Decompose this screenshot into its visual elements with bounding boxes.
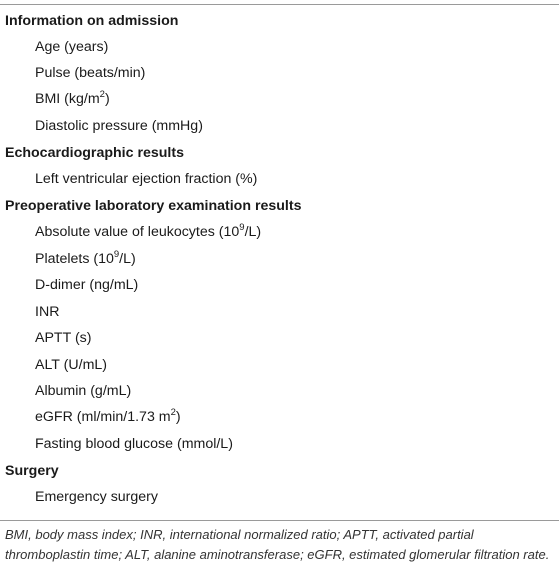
variable-row: Diastolic pressure (mmHg) xyxy=(35,118,203,134)
variable-row: BMI $(kg/m^2)$ xyxy=(35,89,110,107)
variable-row: Absolute value of leukocytes $(10^9/L)$ xyxy=(35,222,262,240)
variable-row: eGFR (ml/min/1.73 $m^2$) xyxy=(35,407,181,425)
section-heading: Surgery xyxy=(5,463,59,479)
variable-row: Pulse (beats/min) xyxy=(35,65,146,81)
table-top-rule xyxy=(0,4,559,5)
variable-row: Age (years) xyxy=(35,39,109,55)
variable-row: Left ventricular ejection fraction (%) xyxy=(35,171,258,187)
variable-row: Platelets $(10^9/L)$ xyxy=(35,249,136,267)
variable-row: APTT (s) xyxy=(35,330,92,346)
variable-row: Albumin (g/mL) xyxy=(35,383,132,399)
variable-row: D-dimer (ng/mL) xyxy=(35,277,139,293)
table-bottom-rule xyxy=(0,520,559,521)
section-heading: Preoperative laboratory examination results xyxy=(5,198,302,214)
variable-row: INR xyxy=(35,304,60,320)
table-footnote: BMI, body mass index; INR, international normalized ratio; APTT, activated partial thromboplastin time; ALT, alanine aminotransferase; eGFR, estimated glomerular filtration rate. xyxy=(5,527,550,562)
section-heading: Information on admission xyxy=(5,13,179,29)
variable-row: ALT (U/mL) xyxy=(35,357,107,373)
variable-row: Fasting blood glucose (mmol/L) xyxy=(35,436,233,452)
variable-row: Emergency surgery xyxy=(35,489,159,505)
section-heading: Echocardiographic results xyxy=(5,145,184,161)
